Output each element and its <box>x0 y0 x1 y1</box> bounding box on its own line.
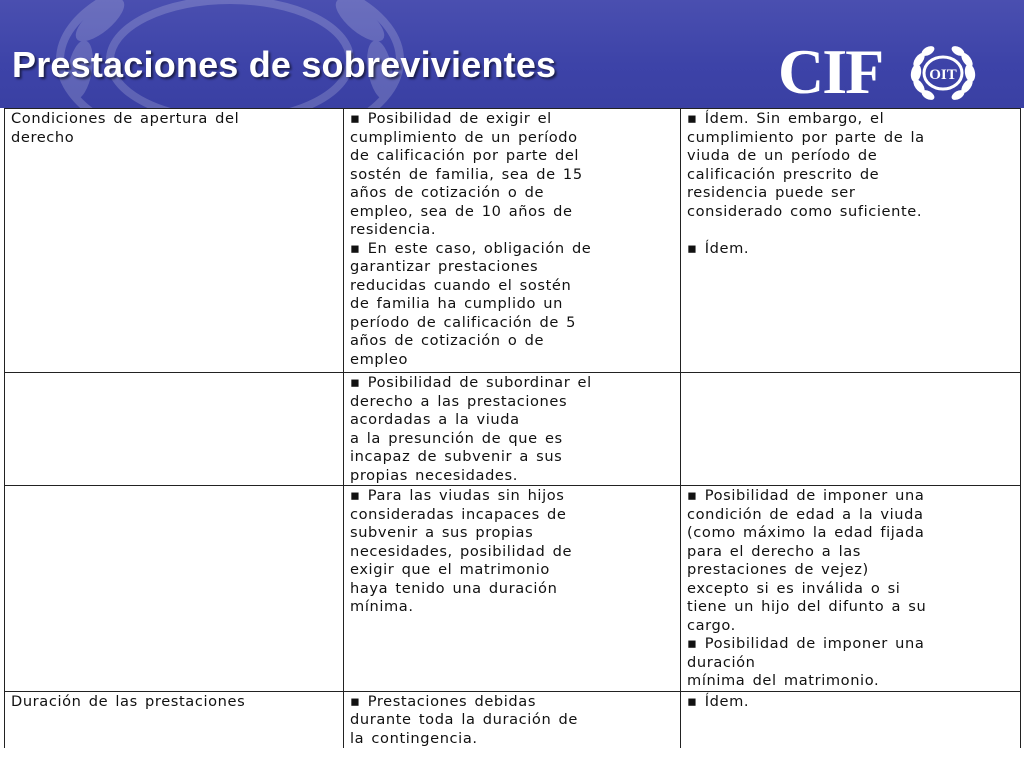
bullet-text: ▪ Posibilidad de exigir el cumplimiento de un período de calificación por parte del sostén de familia, sea de 15 años de cotización o de empleo, sea de 10 años de residencia. <box>350 110 583 238</box>
cif-oit-logo <box>778 38 988 108</box>
row-label-cell <box>5 109 344 373</box>
row-label-cell <box>5 486 344 692</box>
recommendation-cell <box>681 109 1021 373</box>
survivors-benefits-table <box>4 108 1021 748</box>
bullet-text: ▪ Ídem. <box>687 692 750 710</box>
recommendation-cell <box>681 373 1021 486</box>
standard-cell <box>344 109 681 373</box>
table-row <box>5 373 1021 486</box>
bullet-text: ▪ Posibilidad de imponer una condición de edad a la viuda (como máximo la edad fijada para el derecho a las prestaciones de vejez) excepto si es inválida o si tiene un hijo del difunto a su cargo. <box>687 487 927 634</box>
table-row <box>5 691 1021 748</box>
bullet-text: ▪ Prestaciones debidas durante toda la duración de la contingencia. <box>350 692 578 747</box>
table-row <box>5 486 1021 692</box>
ilo-wreath-emblem-icon <box>906 42 980 104</box>
row-label-cell <box>5 691 344 748</box>
bullet-text: ▪ Ídem. Sin embargo, el cumplimiento por parte de la viuda de un período de calificación prescrito de residencia puede ser considerado como suficiente. <box>687 110 925 220</box>
bullet-text: ▪ Posibilidad de imponer una duración mínima del matrimonio. <box>687 635 925 689</box>
row-label-cell <box>5 373 344 486</box>
row-label: Condiciones de apertura del derecho <box>11 110 240 146</box>
table-row <box>5 109 1021 373</box>
oit-emblem-text: OIT <box>929 67 957 83</box>
title-banner <box>0 0 1024 108</box>
standard-cell <box>344 691 681 748</box>
recommendation-cell <box>681 691 1021 748</box>
recommendation-cell <box>681 486 1021 692</box>
cif-logo-text: CIF <box>778 36 883 107</box>
bullet-text: ▪ Para las viudas sin hijos consideradas incapaces de subvenir a sus propias necesidades, posibilidad de exigir que el matrimonio haya tenido una duración mínima. <box>350 487 573 615</box>
standard-cell <box>344 373 681 486</box>
bullet-text: ▪ Posibilidad de subordinar el derecho a las prestaciones acordadas a la viuda a la presunción de que es incapaz de subvenir a sus propias necesidades. <box>350 374 592 484</box>
bullet-text: ▪ En este caso, obligación de garantizar prestaciones reducidas cuando el sostén de familia ha cumplido un período de calificación de 5 años de cotización o de empleo <box>350 239 592 368</box>
row-label: Duración de las prestaciones <box>11 692 246 710</box>
benefits-table-container <box>0 108 1024 748</box>
bullet-text: ▪ Ídem. <box>687 239 750 257</box>
standard-cell <box>344 486 681 692</box>
page-title: Prestaciones de sobrevivientes <box>12 44 557 85</box>
